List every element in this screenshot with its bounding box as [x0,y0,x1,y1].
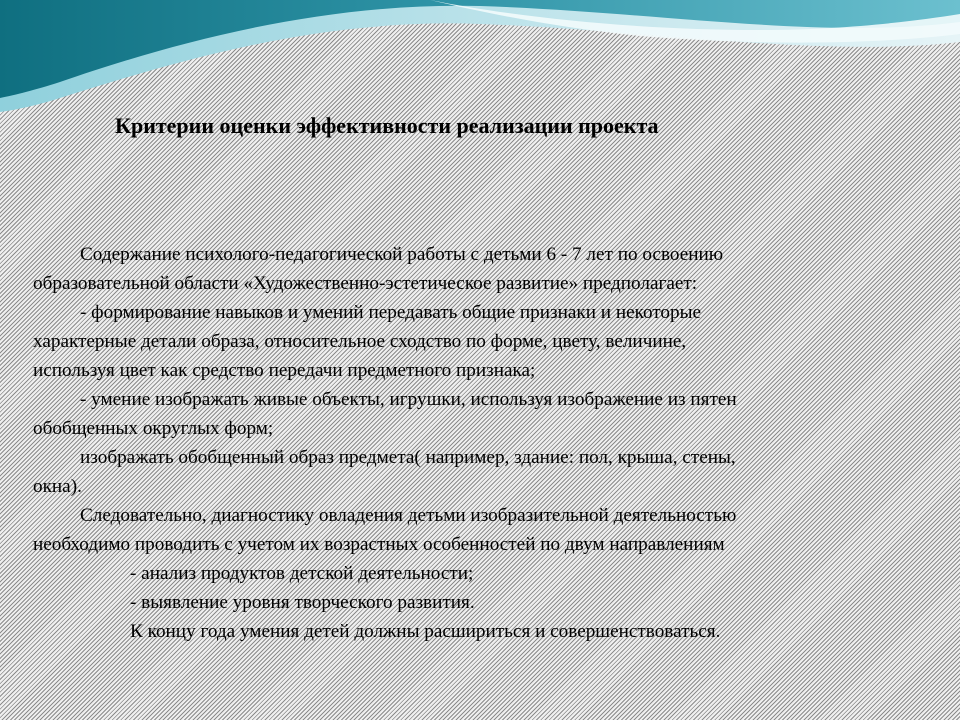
body-line: образовательной области «Художественно-эстетическое развитие» предполагает: [33,273,698,294]
body-line: обобщенных округлых форм; [33,418,274,439]
body-line: окна). [33,476,82,497]
body-line: необходимо проводить с учетом их возрастных особенностей по двум направлениям [33,534,725,555]
body-line: Содержание психолого-педагогической работы с детьми 6 - 7 лет по освоению [80,244,724,265]
body-line: изображать обобщенный образ предмета( например, здание: пол, крыша, стены, [80,447,736,468]
body-line: используя цвет как средство передачи предметного признака; [33,360,536,381]
body-line: характерные детали образа, относительное сходство по форме, цвету, величине, [33,331,687,352]
body-line: Следовательно, диагностику овладения детьми изобразительной деятельностью [80,505,737,526]
body-line: К концу года умения детей должны расшириться и совершенствоваться. [130,621,721,642]
body-line: - анализ продуктов детской деятельности; [130,563,474,584]
body-line: - формирование навыков и умений передавать общие признаки и некоторые [80,302,702,323]
slide-title: Критерии оценки эффективности реализации проекта [115,113,659,138]
slide-body [33,240,913,646]
body-line: - выявление уровня творческого развития. [130,592,475,613]
body-line: - умение изображать живые объекты, игрушки, используя изображение из пятен [80,389,737,410]
